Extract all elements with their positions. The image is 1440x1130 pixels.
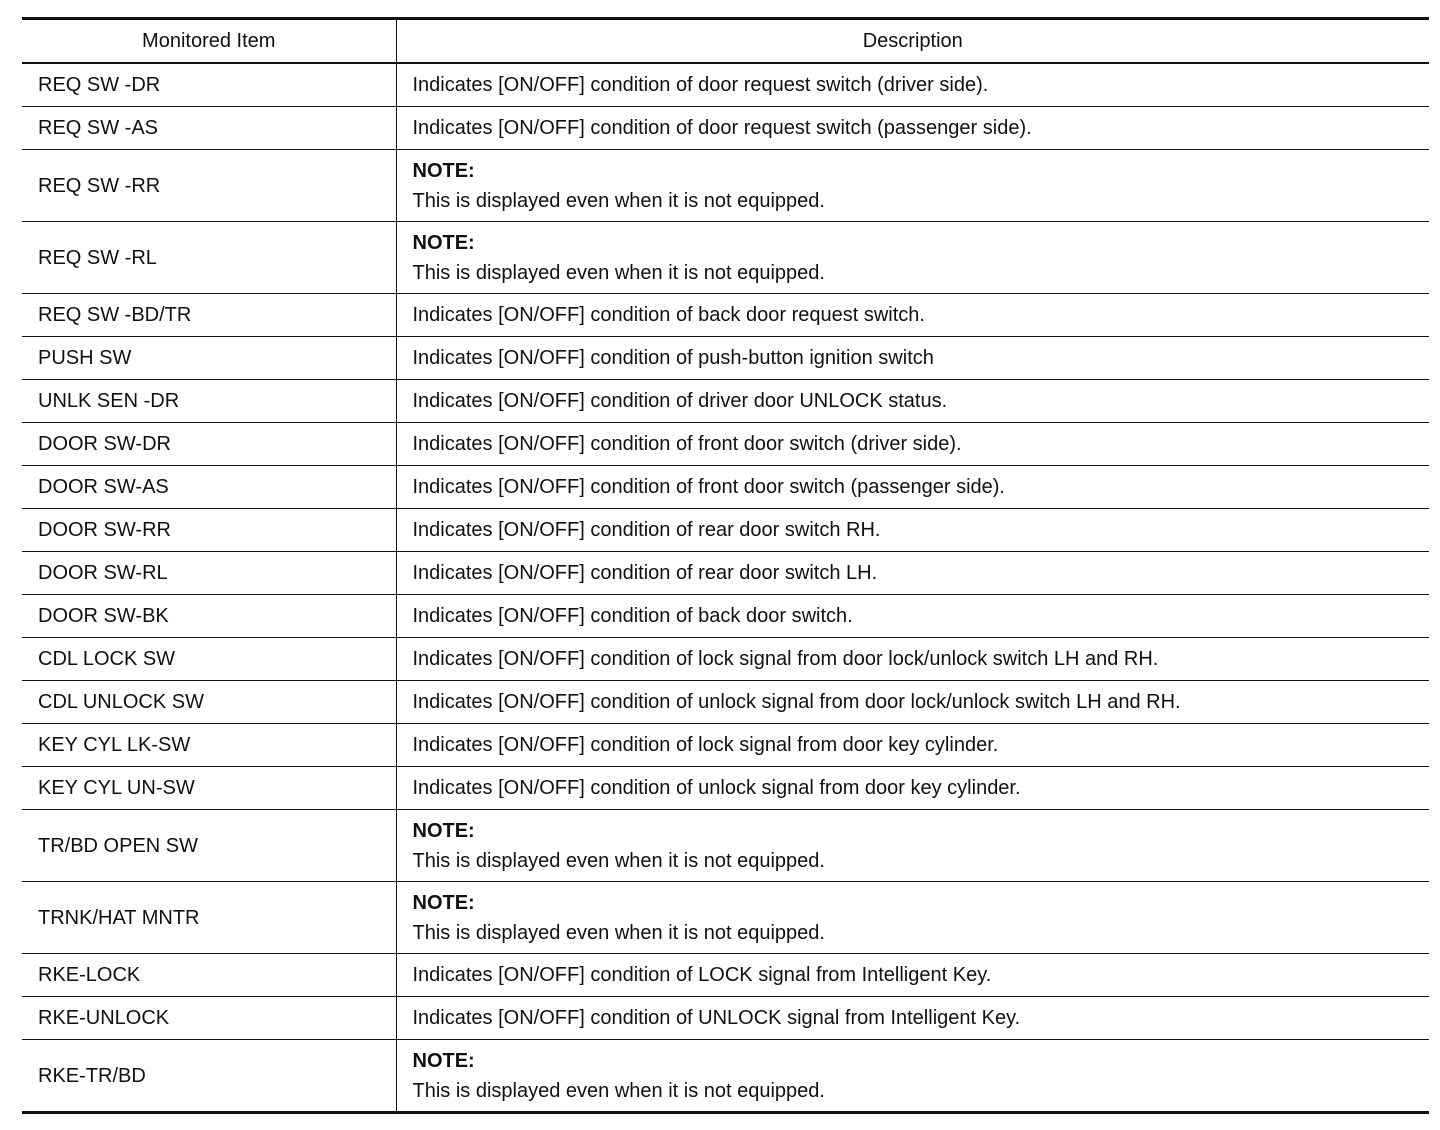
note-label: NOTE:: [412, 891, 475, 914]
description-cell: Indicates [ON/OFF] condition of lock signal from door key cylinder.: [396, 724, 1429, 767]
monitored-item-cell: CDL UNLOCK SW: [22, 681, 396, 724]
table-row: [22, 681, 1429, 724]
description-cell: Indicates [ON/OFF] condition of unlock signal from door lock/unlock switch LH and RH.: [396, 681, 1429, 724]
table-row: [22, 882, 1429, 954]
monitor-items-table: [22, 17, 1429, 1114]
monitored-item-cell: RKE-TR/BD: [22, 1040, 396, 1113]
table-row: [22, 509, 1429, 552]
table-row: [22, 997, 1429, 1040]
note-text: This is displayed even when it is not equipped.: [412, 261, 825, 284]
monitored-item-cell: DOOR SW-BK: [22, 595, 396, 638]
description-cell: Indicates [ON/OFF] condition of UNLOCK signal from Intelligent Key.: [396, 997, 1429, 1040]
description-cell: Indicates [ON/OFF] condition of front door switch (driver side).: [396, 423, 1429, 466]
description-cell: Indicates [ON/OFF] condition of LOCK signal from Intelligent Key.: [396, 954, 1429, 997]
note-text: This is displayed even when it is not equipped.: [412, 1079, 825, 1102]
header-monitored-item: Monitored Item: [22, 19, 396, 64]
description-cell: Indicates [ON/OFF] condition of back door switch.: [396, 595, 1429, 638]
monitored-item-cell: CDL LOCK SW: [22, 638, 396, 681]
header-description: Description: [396, 19, 1429, 64]
table-row: [22, 63, 1429, 107]
monitored-item-cell: DOOR SW-RR: [22, 509, 396, 552]
monitored-item-cell: REQ SW -RL: [22, 222, 396, 294]
description-cell: Indicates [ON/OFF] condition of rear door switch LH.: [396, 552, 1429, 595]
monitored-item-cell: KEY CYL LK-SW: [22, 724, 396, 767]
description-cell: Indicates [ON/OFF] condition of push-button ignition switch: [396, 337, 1429, 380]
description-cell: [396, 882, 1429, 954]
description-cell: Indicates [ON/OFF] condition of unlock signal from door key cylinder.: [396, 767, 1429, 810]
description-cell: Indicates [ON/OFF] condition of rear door switch RH.: [396, 509, 1429, 552]
description-cell: [396, 810, 1429, 882]
description-cell: [396, 150, 1429, 222]
description-cell: Indicates [ON/OFF] condition of back door request switch.: [396, 294, 1429, 337]
monitored-item-cell: DOOR SW-AS: [22, 466, 396, 509]
monitored-item-cell: PUSH SW: [22, 337, 396, 380]
description-cell: [396, 222, 1429, 294]
description-cell: Indicates [ON/OFF] condition of front door switch (passenger side).: [396, 466, 1429, 509]
table-row: [22, 595, 1429, 638]
note-text: This is displayed even when it is not equipped.: [412, 921, 825, 944]
description-cell: Indicates [ON/OFF] condition of driver door UNLOCK status.: [396, 380, 1429, 423]
table-body: [22, 63, 1429, 1113]
note-label: NOTE:: [412, 1049, 475, 1072]
table-row: [22, 222, 1429, 294]
monitored-item-cell: UNLK SEN -DR: [22, 380, 396, 423]
table-row: [22, 638, 1429, 681]
table-row: [22, 423, 1429, 466]
monitored-item-cell: REQ SW -DR: [22, 63, 396, 107]
description-cell: Indicates [ON/OFF] condition of door request switch (driver side).: [412, 74, 989, 96]
description-cell: Indicates [ON/OFF] condition of lock signal from door lock/unlock switch LH and RH.: [396, 638, 1429, 681]
description-cell: [396, 1040, 1429, 1113]
table-row: [22, 107, 1429, 150]
table-row: [22, 466, 1429, 509]
table-row: [22, 552, 1429, 595]
table-row: [22, 380, 1429, 423]
note-label: NOTE:: [412, 819, 475, 842]
monitored-item-cell: DOOR SW-DR: [22, 423, 396, 466]
monitored-item-cell: RKE-UNLOCK: [22, 997, 396, 1040]
note-text: This is displayed even when it is not equipped.: [412, 189, 825, 212]
monitored-item-cell: REQ SW -AS: [22, 107, 396, 150]
table-row: [22, 337, 1429, 380]
table-header-row: [22, 19, 1429, 64]
table-row: [22, 150, 1429, 222]
monitored-item-cell: REQ SW -BD/TR: [22, 294, 396, 337]
monitored-item-cell: RKE-LOCK: [22, 954, 396, 997]
table-row: [22, 724, 1429, 767]
monitored-item-cell: KEY CYL UN-SW: [22, 767, 396, 810]
table-row: [22, 954, 1429, 997]
description-cell: Indicates [ON/OFF] condition of door request switch (passenger side).: [396, 107, 1429, 150]
table-row: [22, 767, 1429, 810]
monitored-item-cell: REQ SW -RR: [22, 150, 396, 222]
monitored-item-cell: TR/BD OPEN SW: [22, 810, 396, 882]
table-row: [22, 810, 1429, 882]
monitored-item-cell: DOOR SW-RL: [22, 552, 396, 595]
note-text: This is displayed even when it is not equipped.: [412, 849, 825, 872]
monitored-item-cell: TRNK/HAT MNTR: [22, 882, 396, 954]
table-row: [22, 1040, 1429, 1113]
note-label: NOTE:: [412, 231, 475, 254]
note-label: NOTE:: [412, 159, 475, 182]
table-row: [22, 294, 1429, 337]
